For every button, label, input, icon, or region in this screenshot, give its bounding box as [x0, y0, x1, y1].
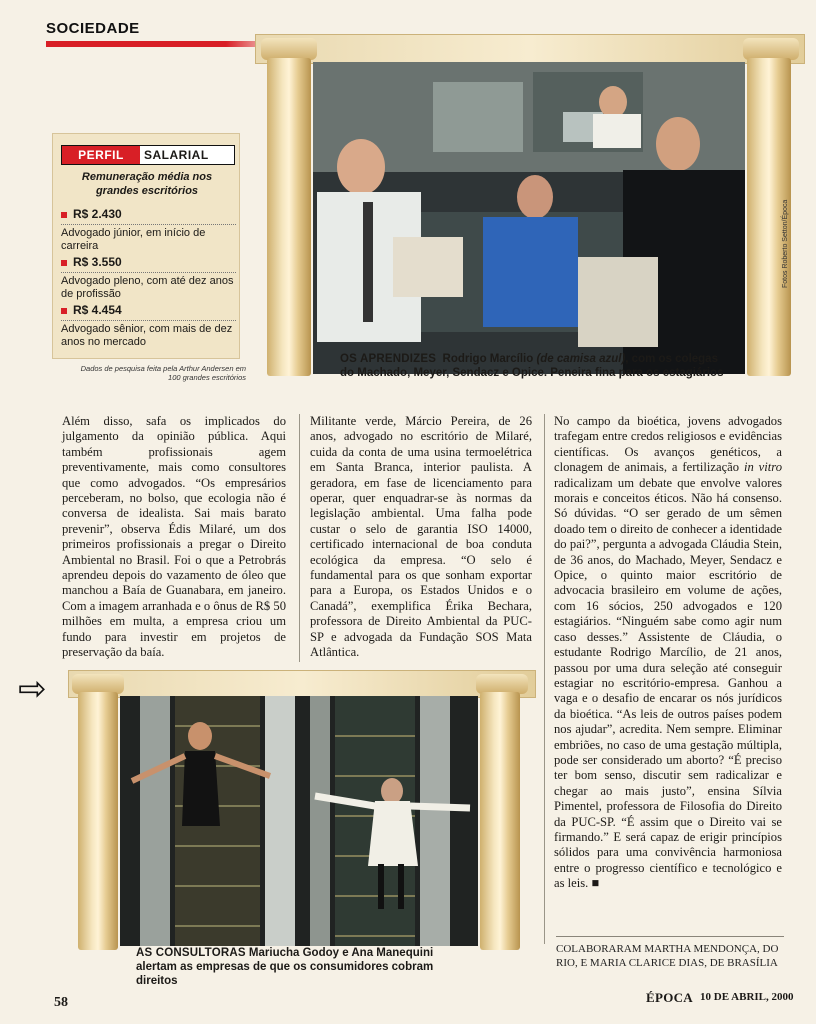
sidebar-source: Dados de pesquisa feita pela Arthur Andersen em 100 grandes escritórios: [80, 364, 246, 382]
caption-head: OS APRENDIZES: [340, 353, 437, 365]
top-photo: [313, 62, 745, 374]
salary-description: Advogado sênior, com mais de dez anos no mercado: [61, 323, 233, 348]
caption-text: Mariucha Godoy e Ana Manequini alertam as empresas de que os consumidores cobram direitos: [136, 947, 434, 987]
caption-head: AS CONSULTORAS: [136, 947, 246, 959]
column-divider: [544, 414, 545, 944]
arrow-icon: ⇨: [18, 669, 47, 709]
article-column-3: [554, 414, 782, 934]
salary-description: Advogado júnior, em início de carreira: [61, 227, 206, 252]
column-divider: [299, 414, 300, 662]
salary-item: [61, 256, 236, 301]
salary-amount: R$ 2.430: [73, 207, 122, 221]
col3-italic: in vitro: [743, 460, 782, 475]
section-rule: [46, 41, 271, 47]
sidebar-tag: [61, 145, 235, 165]
collab-rule: [556, 936, 784, 937]
bullet-icon: [61, 308, 67, 314]
bottom-photo-caption: [136, 946, 476, 988]
caption-italic: (de camisa azul): [536, 353, 626, 365]
end-mark: ■: [591, 876, 600, 891]
bullet-icon: [61, 212, 67, 218]
bullet-icon: [61, 260, 67, 266]
collaborators: COLABORARAM MARTHA MENDONÇA, DO RIO, E MARIA CLARICE DIAS, DE BRASÍLIA: [556, 943, 779, 969]
bottom-photo: [120, 696, 478, 946]
bottom-photo-frame: [68, 670, 534, 950]
footer-date: 10 DE ABRIL, 2000: [700, 991, 794, 1003]
salary-item: [61, 208, 236, 253]
top-photo-frame: [255, 34, 803, 379]
caption-text: Rodrigo Marcílio: [442, 353, 534, 365]
footer-magazine: ÉPOCA: [646, 990, 693, 1005]
photo-credit: Fotos Roberto Setton/Época: [782, 199, 789, 288]
salary-amount: R$ 4.454: [73, 303, 122, 317]
sidebar-subtitle: Remuneração média nos grandes escritórios: [81, 171, 213, 197]
article-column-1: Além disso, safa os implicados do julgamento da opinião pública. Aqui também profissionais agem preventivamente, mais como consultores que como advogados. “Os empresários perceberam, no bolso, que ecologia não é conversa de idealista. Sai mais barato prevenir”, observa Édis Milaré, um dos primeiros profissionais a pregar o Direito Ambiental no Brasil. Foi o que a Petrobrás aprendeu depois do vazamento de óleo que manchou a Baía de Guanabara, em janeiro. Com a imagem arranhada e o ônus de R$ 50 milhões em multa, a empresa criou um fundo para investir em projetos de preservação da baía.: [62, 414, 286, 660]
sidebar-tag-white: SALARIAL: [144, 148, 209, 162]
salary-amount: R$ 3.550: [73, 255, 122, 269]
section-label: SOCIEDADE: [46, 20, 140, 37]
article-column-2: Militante verde, Márcio Pereira, de 26 anos, advogado no escritório de Milaré, cuida da conta de uma usina termoelétrica em Santa Branca, interior paulista. A geradora, em fase de licenciamento para operar, quer enquadrar-se às normas da legislação ambiental. Uma falha pode custar o selo de garantia ISO 14000, certificado internacional de boa conduta ecológica da empresa. “O selo é fundamental para os que sonham exportar para a Europa, os Estados Unidos e o Canadá”, exemplifica Érika Bechara, professora de Direito Ambiental da PUC-SP e advogada da Fundação SOS Mata Atlântica.: [310, 414, 532, 660]
salary-sidebar: [52, 133, 240, 359]
col3-text: radicalizam um debate que envolve valores morais e conceitos éticos. Não há consenso. Só dúvidas. “O ser gerado de um sêmen doado tem o direito de conhecer a identidade do pai?”, pergunta a advogada Cláudia Stein, de 36 anos, do Machado, Meyer, Sendacz e Opice, o quinto maior escritório de advocacia brasileiro em volume de ações, com 16 sócios, 250 advogados e 120 estagiários. “Ninguém sabe como agir num caso desses.” Assistente de Cláudia, o estudante Rodrigo Marcílio, de 21 anos, passou por uma dura seleção até conseguir estagiar no escritório-empresa. Ganhou a vaga e o desafio de encarar os nós jurídicos da bioética. “As leis de outros países podem nos ajudar”, acredita. Nem sempre. Eliminar embriões, no caso de uma gestação múltipla, pode ser considerado um aborto? “É preciso ter bom senso, discutir sem radicalizar e chegar ao mais justo”, ensina Sílvia Pimentel, professora de Filosofia do Direito da PUC-SP. “É assim que o Direito vai se firmando.” E será capaz de erigir princípios sólidos para uma convivência harmoniosa entre o progresso científico e tecnológico e as leis.: [554, 475, 782, 891]
page-number: 58: [54, 995, 68, 1010]
sidebar-tag-red: PERFIL: [62, 146, 140, 164]
col3-text: No campo da bioética, jovens advogados trafegam entre credos religiosos e evidências científicas. Os avanços genéticos, a clonagem de animais, a fertilização: [554, 414, 782, 475]
salary-description: Advogado pleno, com até dez anos de profissão: [61, 275, 234, 300]
top-photo-caption: [340, 352, 730, 380]
caption-text: , com os colegas do Machado, Meyer, Sendacz e Opice. Peneira fina para os estagiários: [340, 353, 724, 379]
salary-item: [61, 304, 236, 349]
